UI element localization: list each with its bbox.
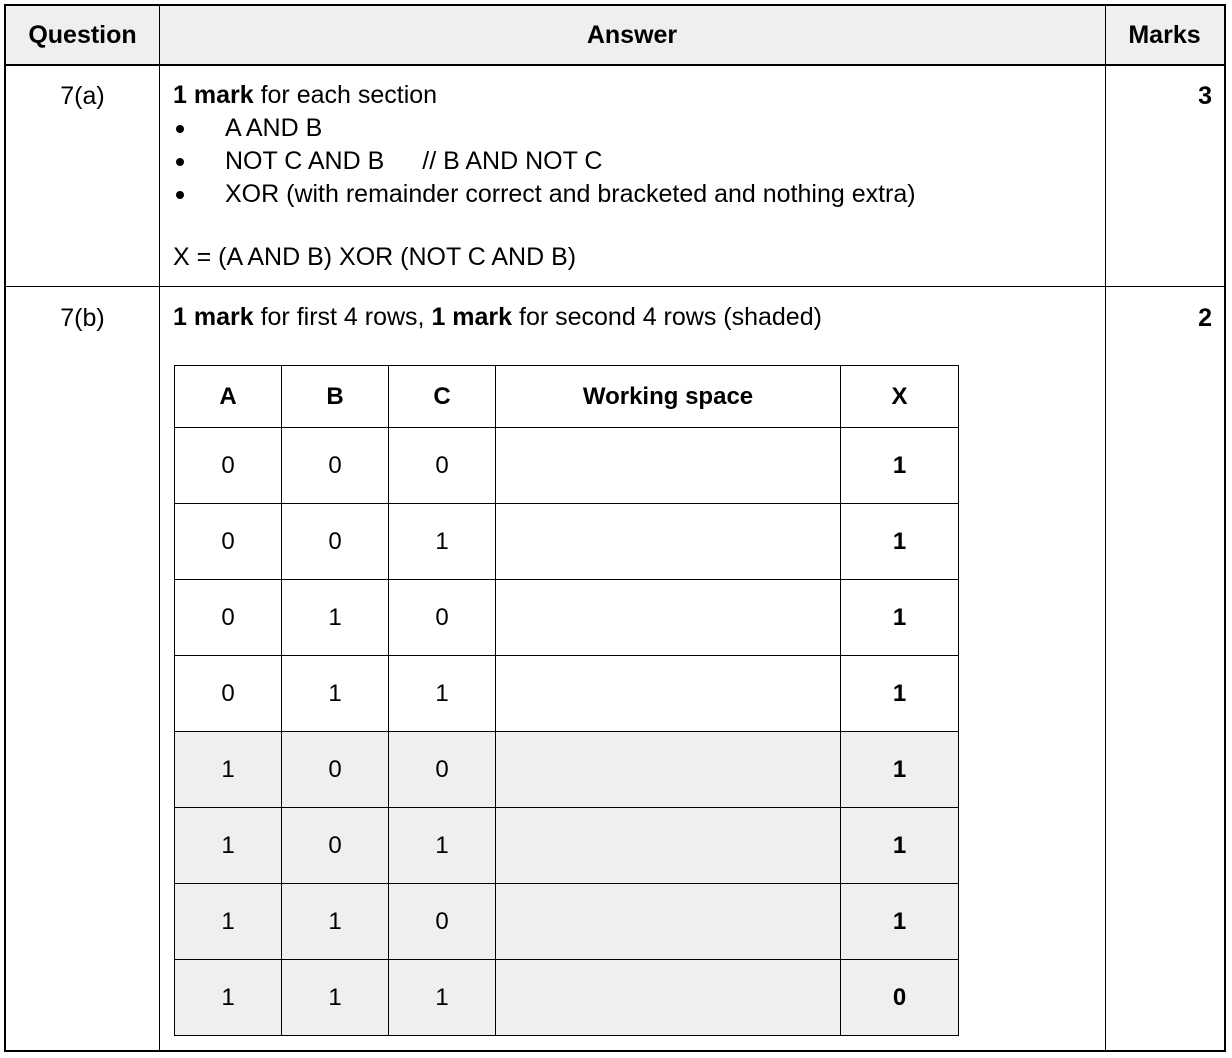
cell-c: 1 [389,808,496,884]
intro-bold: 1 mark [173,81,254,109]
row-divider [6,286,1224,287]
header-question: Question [28,21,137,49]
cell-working-space [496,504,841,580]
table-row [175,428,959,504]
bullet-item: NOT C AND B // B AND NOT C [173,145,916,178]
header-answer: Answer [586,21,678,49]
question-number-7b: 7(b) [60,304,105,332]
answer-7b-intro: 1 mark for first 4 rows, 1 mark for second 4 rows (shaded) [173,303,822,331]
bullet-item: A AND B [173,112,916,145]
answer-7a-formula: X = (A AND B) XOR (NOT C AND B) [173,243,577,271]
cell-x: 1 [841,656,959,732]
cell-working-space [496,960,841,1036]
cell-a: 0 [175,504,282,580]
answer-7a [173,79,916,274]
col-header-working-space: Working space [496,366,841,428]
cell-x: 1 [841,504,959,580]
cell-a: 0 [175,580,282,656]
truth-table [174,365,959,1036]
bullet-dot-icon [176,191,184,199]
table-row [175,580,959,656]
cell-a: 1 [175,732,282,808]
cell-c: 0 [389,428,496,504]
cell-b: 1 [282,960,389,1036]
cell-b: 1 [282,656,389,732]
cell-b: 1 [282,884,389,960]
table-row [175,960,959,1036]
col-header-b: B [282,366,389,428]
bullet-item: XOR (with remainder correct and bracketed and nothing extra) [173,178,916,211]
cell-working-space [496,884,841,960]
bullet-dot-icon [176,158,184,166]
cell-c: 0 [389,580,496,656]
table-row [175,504,959,580]
column-divider [1105,6,1106,1050]
cell-x: 1 [841,884,959,960]
cell-x: 1 [841,732,959,808]
cell-x: 1 [841,428,959,504]
marks-7a: 3 [1198,82,1212,110]
cell-working-space [496,580,841,656]
cell-b: 0 [282,808,389,884]
cell-a: 1 [175,808,282,884]
cell-working-space [496,732,841,808]
marks-7b: 2 [1198,304,1212,332]
cell-working-space [496,808,841,884]
cell-c: 0 [389,884,496,960]
cell-x: 1 [841,808,959,884]
header-row [6,6,1224,66]
cell-x: 1 [841,580,959,656]
cell-working-space [496,656,841,732]
col-header-c: C [389,366,496,428]
bullet-alternative: // B AND NOT C [422,147,603,175]
cell-x: 0 [841,960,959,1036]
answer-7a-bullets [173,112,916,211]
cell-b: 1 [282,580,389,656]
cell-c: 1 [389,960,496,1036]
cell-b: 0 [282,504,389,580]
cell-b: 0 [282,428,389,504]
cell-b: 0 [282,732,389,808]
cell-a: 1 [175,884,282,960]
column-divider [159,6,160,1050]
cell-c: 1 [389,504,496,580]
bullet-dot-icon [176,125,184,133]
intro-bold: 1 mark [431,303,513,331]
cell-a: 1 [175,960,282,1036]
header-marks: Marks [1128,21,1201,49]
intro-text: for each section [253,81,438,109]
cell-a: 0 [175,428,282,504]
table-row [175,656,959,732]
cell-c: 1 [389,656,496,732]
col-header-x: X [841,366,959,428]
mark-scheme-table [4,4,1226,1052]
question-number-7a: 7(a) [60,82,105,110]
table-row [175,732,959,808]
intro-bold: 1 mark [173,303,254,331]
table-row [175,808,959,884]
answer-7a-intro [173,79,916,112]
col-header-a: A [175,366,282,428]
cell-c: 0 [389,732,496,808]
truth-table-header [175,366,959,428]
cell-a: 0 [175,656,282,732]
cell-working-space [496,428,841,504]
table-row [175,884,959,960]
